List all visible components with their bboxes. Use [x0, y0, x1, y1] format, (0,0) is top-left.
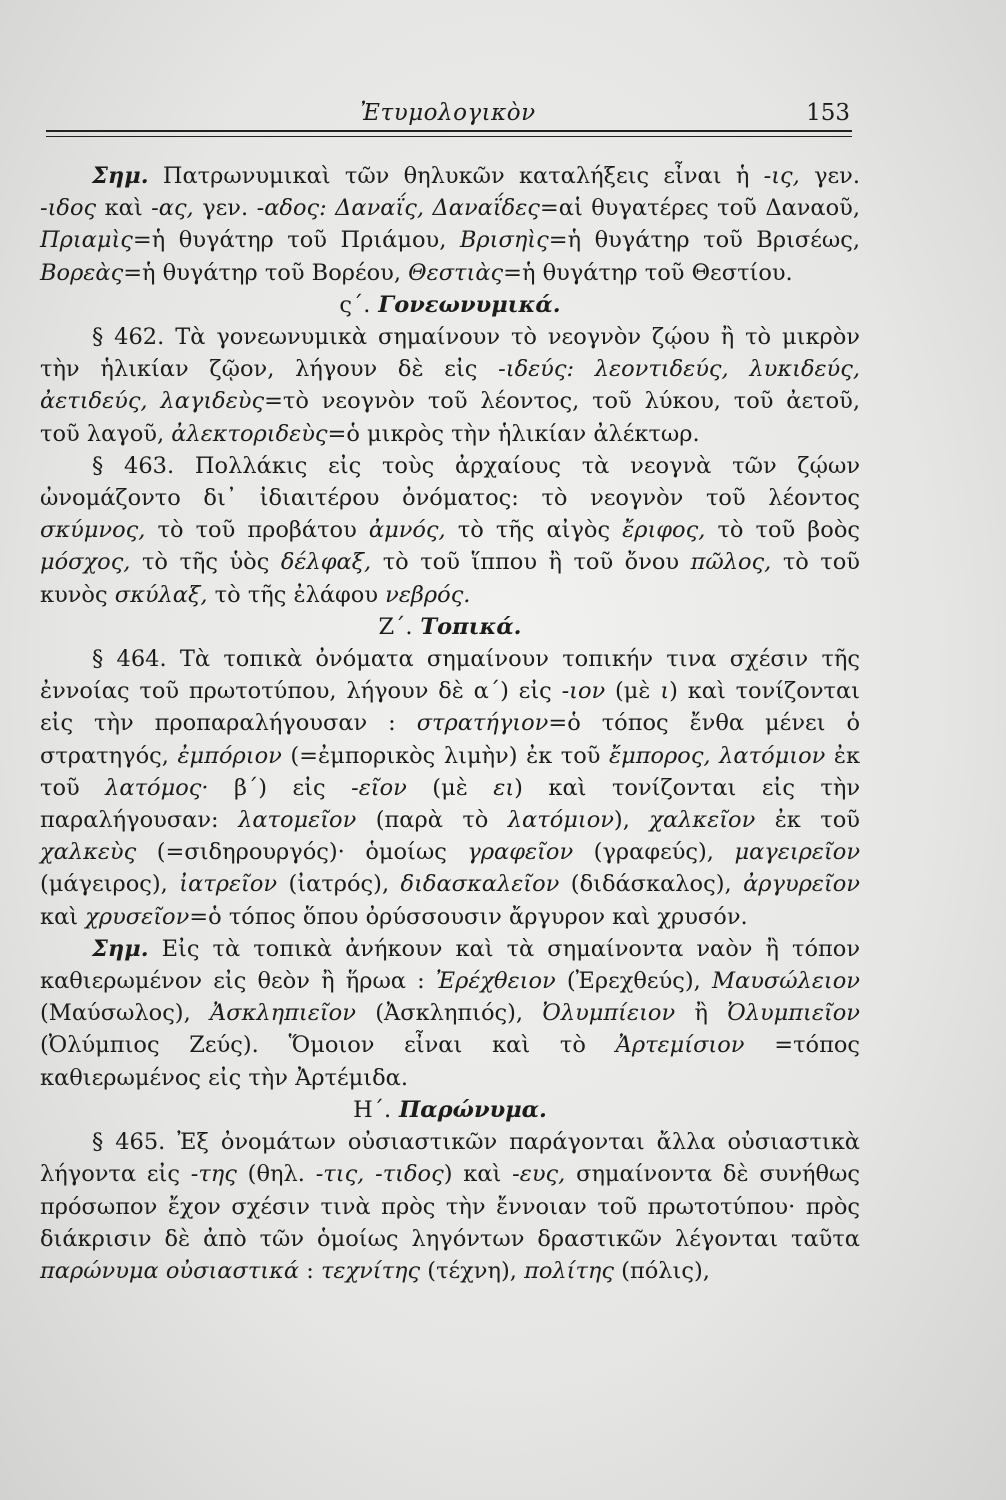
text-run: ἀμνός,: [368, 517, 446, 544]
text-run: (Ἐρεχθεύς),: [555, 968, 712, 995]
text-run: [424, 195, 432, 221]
text-run: [327, 195, 335, 221]
text-run: =τόπος καθιερωμένος εἰς τὴν Ἀρτέμιδα.: [40, 1032, 861, 1091]
text-run: λατόμος·: [105, 774, 209, 801]
text-run: ) καὶ τονίζονται εἰς τὴν παραλήγουσαν:: [40, 774, 861, 834]
text-run: =ὁ τόπος ὅπου ὀρύσσουσιν ἄργυρον καὶ χρυσόν.: [189, 903, 748, 930]
text-run: § 462. Τὰ γονεωνυμικὰ σημαίνουν τὸ νεογνὸν ζῴου ἢ τὸ μικρὸν τὴν ἡλικίαν ζῷον, λήγουν δὲ εἰς: [40, 324, 860, 383]
section-462: [40, 321, 860, 450]
text-run: διδασκαλεῖον: [400, 871, 560, 898]
text-run: πολίτης: [524, 1257, 615, 1284]
text-run: παρώνυμα οὐσιαστικά: [40, 1257, 300, 1284]
text-run: ἰατρεῖον: [179, 871, 278, 898]
text-run: Βορεὰς: [40, 259, 124, 286]
text-run: (μὲ: [406, 774, 494, 801]
text-run: -αδος:: [256, 195, 327, 222]
text-run: Η΄.: [353, 1096, 392, 1123]
text-run: =ἡ θυγάτηρ τοῦ Θεστίου.: [503, 259, 793, 286]
text-run: -εῖον: [351, 774, 407, 801]
text-run: Ὀλυμπίειον: [542, 1000, 676, 1027]
text-run: τὸ τοῦ βοὸς: [705, 517, 860, 544]
text-run: (μὲ: [605, 678, 661, 705]
text-run: σκύμνος,: [40, 517, 146, 544]
text-run: (Ὀλύμπιος Ζεύς). Ὅμοιον εἶναι καὶ τὸ: [40, 1032, 616, 1059]
text-run: Ἐρέχθειον: [435, 968, 556, 995]
text-run: § 465. Ἐξ ὀνομάτων οὐσιαστικῶν παράγονται ἄλλα οὐσιαστικὰ λήγοντα εἰς: [40, 1129, 860, 1188]
text-run: χαλκεῖον: [649, 807, 756, 834]
text-run: Δαναΐς,: [335, 195, 425, 222]
text-run: Ἀσκληπιεῖον: [210, 1000, 356, 1027]
text-run: =τὸ νεογνὸν τοῦ λέοντος, τοῦ λύκου, τοῦ ἀετοῦ, τοῦ λαγοῦ,: [40, 388, 860, 447]
text-run: -ιον: [561, 678, 606, 705]
text-run: Δαναΐδες: [432, 195, 540, 222]
text-run: ),: [613, 807, 650, 834]
text-run: ἀλεκτοριδεὺς: [171, 420, 328, 447]
text-run: γραφεῖον: [467, 839, 574, 866]
text-run: (=ἐμπορικὸς λιμὴν) ἐκ τοῦ: [281, 742, 610, 769]
text-run: ς΄.: [339, 291, 371, 318]
text-run: λατόμιον: [719, 742, 826, 769]
text-run: (Μαύσωλος),: [40, 1000, 211, 1027]
text-run: Ἀρτεμίσιον: [615, 1032, 745, 1059]
text-run: -ας,: [151, 195, 194, 222]
text-run: λατόμιον: [507, 807, 614, 834]
text-run: ἔριφος,: [622, 517, 706, 544]
text-run: ἢ: [675, 1000, 728, 1027]
text-run: ἐμπόριον: [177, 742, 282, 769]
text-run: τὸ τοῦ προβάτου: [145, 517, 369, 544]
text-run: τὸ τοῦ κυνὸς: [40, 549, 860, 608]
running-title: Ἐτυμολογικὸν: [360, 100, 536, 126]
text-run: στρατήγιον: [416, 710, 549, 737]
text-run: ) καὶ τονίζονται εἰς τὴν προπαραλήγουσαν :: [40, 678, 860, 737]
text-run: (Ἀσκληπιός),: [355, 1000, 543, 1027]
section-464: [40, 643, 860, 933]
text-run: γεν.: [799, 163, 860, 189]
heading-paronyma: [40, 1094, 860, 1126]
text-run: Πριαμὶς: [40, 227, 133, 254]
text-run: [711, 743, 720, 769]
text-run: -της: [190, 1161, 237, 1188]
text-run: =ἡ θυγάτηρ τοῦ Βρισέως,: [548, 227, 861, 254]
text-run: τὸ τῆς ἐλάφου: [207, 581, 386, 608]
text-run: τὸ τοῦ ἵππου ἢ τοῦ ὄνου: [371, 549, 691, 576]
text-run: (γραφεύς),: [573, 839, 735, 866]
note-temples: [40, 933, 860, 1094]
text-run: (πόλις),: [614, 1257, 710, 1284]
text-run: (θηλ.: [236, 1161, 316, 1188]
header-rule-thick: [46, 130, 852, 132]
text-run: καὶ: [40, 903, 86, 930]
page-body: [40, 160, 860, 1287]
text-run: τὸ τῆς ὑὸς: [130, 549, 281, 576]
section-463: [40, 450, 860, 611]
text-run: ἔμπορος,: [609, 742, 711, 769]
text-run: σκύλαξ,: [114, 581, 208, 608]
text-run: μαγειρεῖον: [734, 839, 860, 866]
text-run: -ιδος: [40, 195, 97, 222]
text-run: γεν.: [193, 195, 257, 222]
text-run: καὶ: [96, 195, 152, 222]
text-run: (τέχνη),: [420, 1257, 525, 1284]
text-run: -ευς,: [512, 1161, 566, 1188]
text-run: Σημ.: [92, 935, 149, 962]
text-run: § 463. Πολλάκις εἰς τοὺς ἀρχαίους τὰ νεογνὰ τῶν ζῴων ὠνομάζοντο δι᾽ ἰδιαιτέρου ὀνόματος: τὸ νεογνὸν τοῦ λέοντος: [40, 452, 860, 512]
text-run: Θεστιὰς: [408, 259, 504, 286]
text-run: :: [299, 1257, 321, 1284]
text-run: Μαυσώλειον: [711, 968, 860, 995]
text-run: χρυσεῖον: [85, 903, 190, 930]
text-run: -ιδεύς:: [498, 356, 575, 383]
heading-topika: [40, 611, 860, 643]
text-run: Σημ.: [92, 163, 149, 189]
text-run: λεοντιδεύς, λυκιδεύς, ἀετιδεύς, λαγιδεὺς: [40, 356, 860, 415]
text-run: λατομεῖον: [238, 807, 357, 834]
note-patronymics: [40, 160, 860, 289]
text-run: =αἱ θυγατέρες τοῦ Δαναοῦ,: [539, 195, 861, 222]
header-rule-thin: [46, 136, 852, 137]
page-number: 153: [806, 100, 850, 126]
text-run: =ἡ θυγάτηρ τοῦ Πριάμου,: [132, 227, 460, 254]
text-run: ἐκ τοῦ: [40, 742, 861, 801]
text-run: (παρὰ τὸ: [356, 807, 508, 834]
text-run: § 464. Τὰ τοπικὰ ὀνόματα σημαίνουν τοπικήν τινα σχέσιν τῆς ἐννοίας τοῦ πρωτοτύπου, λήγουν δὲ α΄) εἰς: [40, 646, 860, 705]
text-run: (ἰατρός),: [277, 871, 401, 898]
text-run: σημαίνοντα δὲ συνήθως πρόσωπον ἔχον σχέσιν τινὰ πρὸς τὴν ἔννοιαν τοῦ πρωτοτύπου· πρὸς διάκρισιν δὲ ἀπὸ τῶν ὁμοίως ληγόντων δραστικῶν λέγονται ταῦτα: [40, 1161, 861, 1252]
text-run: τὸ τῆς αἰγὸς: [445, 517, 623, 544]
text-run: Πατρωνυμικαὶ τῶν θηλυκῶν καταλήξεις εἶναι ἡ: [148, 163, 764, 189]
text-run: τεχνίτης: [320, 1257, 421, 1284]
text-run: =ὁ τόπος ἔνθα μένει ὁ στρατηγός,: [40, 710, 860, 769]
text-run: χαλκεὺς: [40, 839, 137, 866]
text-run: μόσχος,: [40, 549, 131, 576]
text-run: [574, 356, 595, 382]
text-run: Τοπικά.: [412, 613, 522, 640]
text-run: ἐκ τοῦ: [755, 807, 860, 834]
text-run: (μάγειρος),: [40, 871, 180, 898]
text-run: νεβρός.: [385, 581, 471, 608]
text-run: -τις, -τιδος: [315, 1161, 444, 1188]
text-run: Βρισηὶς: [459, 227, 549, 254]
text-run: (=σιδηρουργός)· ὁμοίως: [136, 839, 468, 866]
heading-goneonymika: [40, 289, 860, 321]
text-run: =ὁ μικρὸς τὴν ἡλικίαν ἀλέκτωρ.: [327, 420, 700, 447]
text-run: δέλφαξ,: [280, 549, 372, 576]
text-run: Ὀλυμπιεῖον: [727, 1000, 860, 1027]
section-465: [40, 1126, 860, 1287]
text-run: Γονεωνυμικά.: [370, 291, 561, 318]
text-run: Εἰς τὰ τοπικὰ ἀνήκουν καὶ τὰ σημαίνοντα ναὸν ἢ τόπον καθιερωμένον εἰς θεὸν ἢ ἥρωα :: [40, 935, 860, 995]
text-run: πῶλος,: [690, 549, 772, 576]
text-run: β΄) εἰς: [208, 774, 352, 801]
text-run: -ις,: [763, 163, 800, 189]
text-run: Ζ΄.: [378, 613, 413, 640]
text-run: Παρώνυμα.: [391, 1096, 547, 1123]
text-run: (διδάσκαλος),: [559, 871, 744, 898]
text-run: =ἡ θυγάτηρ τοῦ Βορέου,: [123, 259, 409, 286]
text-run: ι: [660, 678, 670, 705]
text-run: ) καὶ: [443, 1161, 513, 1188]
text-run: ἀργυρεῖον: [743, 871, 860, 898]
page-header: [46, 100, 850, 130]
text-run: ει: [493, 774, 515, 801]
